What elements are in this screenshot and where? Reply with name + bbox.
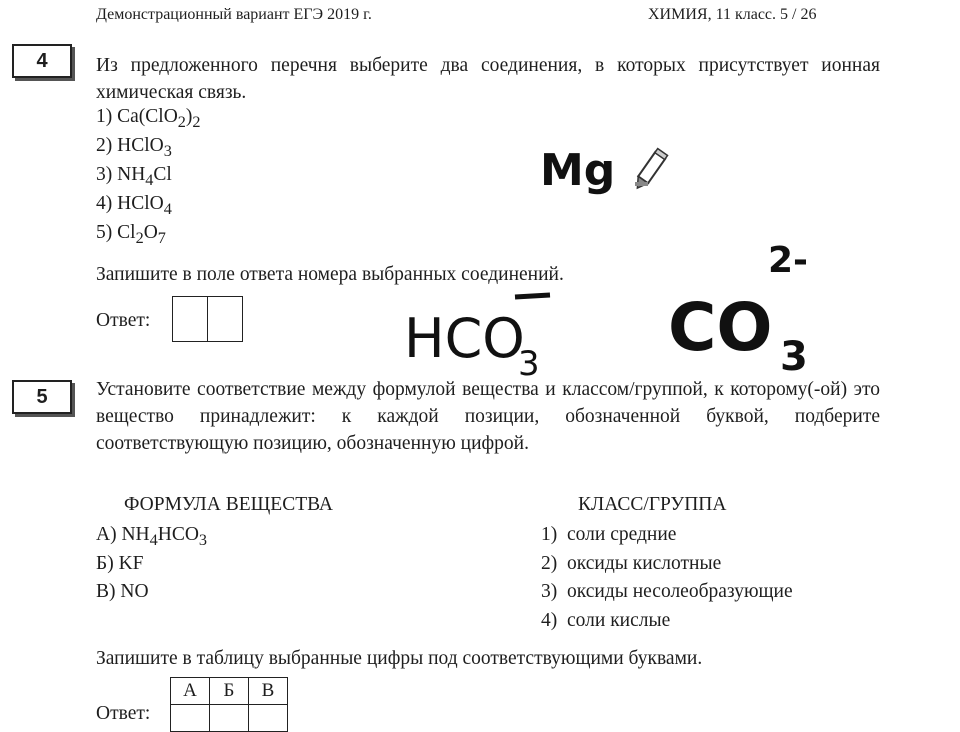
question-4-answer-label: Ответ: — [96, 310, 151, 331]
handwritten-hco3-text: HCO — [404, 307, 525, 370]
answer-cell-2[interactable] — [208, 297, 242, 341]
answer-cell-1[interactable] — [173, 297, 208, 341]
answer-cell-a[interactable] — [171, 705, 210, 732]
question-4-number: 4 — [12, 44, 72, 78]
class-3: 3) оксиды несолеобразующие — [541, 581, 793, 602]
formula-v: В) NO — [96, 581, 149, 602]
handwritten-co3-sub: 3 — [780, 334, 808, 380]
column-title-class: КЛАСС/ГРУППА — [578, 494, 727, 515]
answer-cell-v[interactable] — [249, 705, 288, 732]
handwritten-mg — [540, 140, 690, 220]
option-1: 1) $Ca(ClO_2)_2$ — [96, 106, 201, 131]
option-5: 5) $Cl_2O_7$ — [96, 222, 166, 247]
handwritten-hco3 — [400, 285, 570, 380]
handwritten-co3-charge: 2- — [768, 240, 808, 281]
question-5-answer-table — [170, 677, 288, 732]
question-4-instruction: Запишите в поле ответа номера выбранных соединений. — [96, 264, 564, 285]
question-4-answer-box[interactable] — [172, 296, 243, 342]
option-4: 4) HClO$_4$ — [96, 193, 172, 218]
question-5-number: 5 — [12, 380, 72, 414]
table-header-a: А — [171, 678, 210, 705]
option-2: 2) HClO$_3$ — [96, 135, 172, 160]
formula-b: Б) KF — [96, 553, 144, 574]
class-4: 4) соли кислые — [541, 610, 671, 631]
page-header-left: Демонстрационный вариант ЕГЭ 2019 г. — [96, 6, 372, 23]
table-header-b: Б — [210, 678, 249, 705]
answer-cell-b[interactable] — [210, 705, 249, 732]
question-5-text: Установите соответствие между формулой вещества и классом/группой, к которому(-ой) это вещество принадлежит: к каждой позиции, обозначенной буквой, подберите соответствующую позицию, обозначенную цифрой. — [96, 379, 880, 454]
option-3: 3) $NH_4Cl$ — [96, 164, 172, 189]
question-5-instruction: Запишите в таблицу выбранные цифры под соответствующими буквами. — [96, 648, 703, 669]
page-header-right: ХИМИЯ, 11 класс. 5 / 26 — [648, 6, 817, 23]
question-4-text: Из предложенного перечня выберите два соединения, в которых присутствует ионная химическая связь. — [96, 55, 880, 103]
formula-a: А) $NH_4HCO_3$ — [96, 524, 208, 549]
column-title-formula: ФОРМУЛА ВЕЩЕСТВА — [124, 494, 333, 515]
question-5-answer-label: Ответ: — [96, 703, 151, 724]
handwritten-hco3-sub: 3 — [518, 344, 540, 380]
handwritten-co3 — [668, 232, 838, 382]
handwritten-co3-text: CO — [668, 289, 773, 366]
class-1: 1) соли средние — [541, 524, 677, 545]
class-2: 2) оксиды кислотные — [541, 553, 722, 574]
table-header-v: В — [249, 678, 288, 705]
handwritten-mg-text: Mg — [540, 145, 616, 196]
